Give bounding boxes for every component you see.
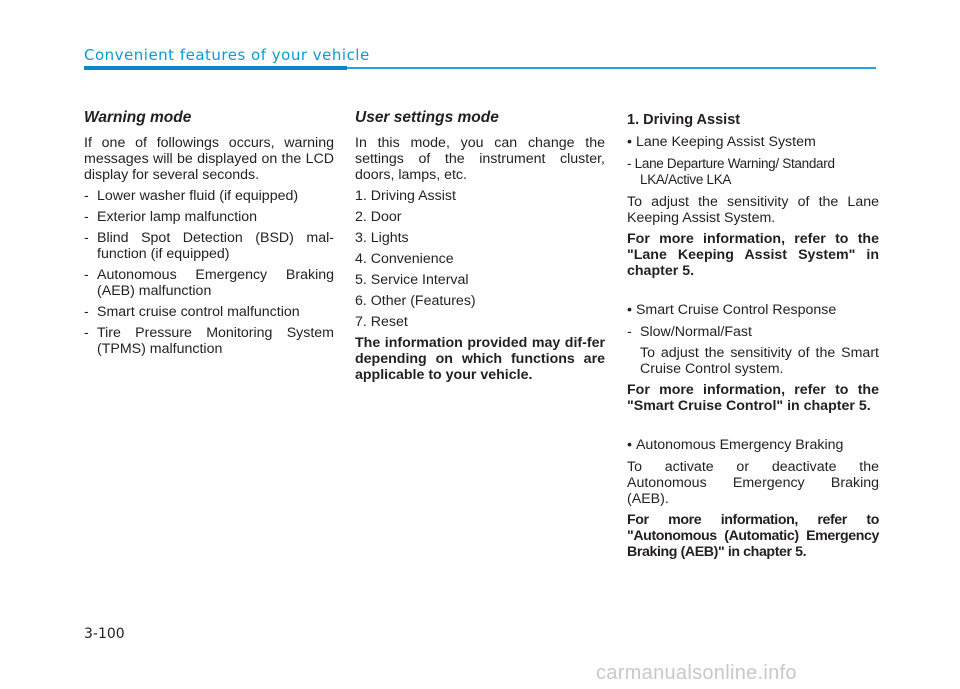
scc-bullet: • Smart Cruise Control Response (627, 302, 879, 318)
list-item: - Slow/Normal/Fast (627, 324, 752, 340)
list-item: 6. Other (Features) (355, 293, 476, 309)
list-item: - Smart cruise control malfunction (84, 304, 300, 320)
scc-reference: For more information, refer to the "Smart Cruise Control" in chapter 5. (627, 382, 879, 414)
list-item: - Lower washer fluid (if equipped) (84, 188, 299, 204)
warning-mode-list (84, 188, 334, 357)
list-item: 2. Door (355, 209, 402, 225)
list-item: - Blind Spot Detection (BSD) mal-function (if equipped) (84, 230, 334, 262)
warning-mode-heading: Warning mode (84, 109, 192, 126)
aeb-bullet: • Autonomous Emergency Braking (627, 437, 879, 453)
column-driving-assist (627, 108, 879, 565)
page-number: 3-100 (84, 626, 125, 642)
lka-options: - Lane Departure Warning/ Standard LKA/Active LKA (627, 156, 835, 187)
list-item: 7. Reset (355, 314, 408, 330)
user-settings-list (355, 188, 605, 330)
lka-reference: For more information, refer to the "Lane Keeping Assist System" in chapter 5. (627, 231, 879, 279)
list-item: - Autonomous Emergency Braking (AEB) malfunction (84, 267, 334, 299)
list-item: 1. Driving Assist (355, 188, 456, 204)
column-user-settings (355, 108, 605, 388)
lka-description: To adjust the sensitivity of the Lane Keeping Assist System. (627, 194, 879, 226)
list-item: 4. Convenience (355, 251, 454, 267)
driving-assist-heading: 1. Driving Assist (627, 112, 741, 128)
scc-description: To adjust the sensitivity of the Smart Cruise Control system. (640, 345, 879, 377)
section-header-title: Convenient features of your vehicle (84, 46, 370, 64)
watermark: carmanualsonline.info (596, 662, 797, 684)
column-warning-mode (84, 108, 334, 362)
list-item: - Exterior lamp malfunction (84, 209, 258, 225)
aeb-reference: For more information, refer to "Autonomous (Automatic) Emergency Braking (AEB)" in chapter 5. (627, 512, 879, 560)
scc-options-list (627, 324, 879, 340)
list-item: 3. Lights (355, 230, 409, 246)
user-settings-heading: User settings mode (355, 109, 499, 126)
list-item: 5. Service Interval (355, 272, 469, 288)
header-rule-dark (84, 66, 347, 70)
list-item: - Tire Pressure Monitoring System (TPMS) malfunction (84, 325, 334, 357)
user-settings-note: The information provided may dif-fer depending on which functions are applicable to your vehicle. (355, 335, 605, 383)
lka-bullet: • Lane Keeping Assist System (627, 134, 879, 150)
warning-mode-intro: If one of followings occurs, warning messages will be displayed on the LCD display for several seconds. (84, 135, 334, 183)
user-settings-intro: In this mode, you can change the settings of the instrument cluster, doors, lamps, etc. (355, 135, 605, 183)
aeb-description: To activate or deactivate the Autonomous Emergency Braking (AEB). (627, 459, 879, 507)
header-rule-light (347, 67, 876, 69)
